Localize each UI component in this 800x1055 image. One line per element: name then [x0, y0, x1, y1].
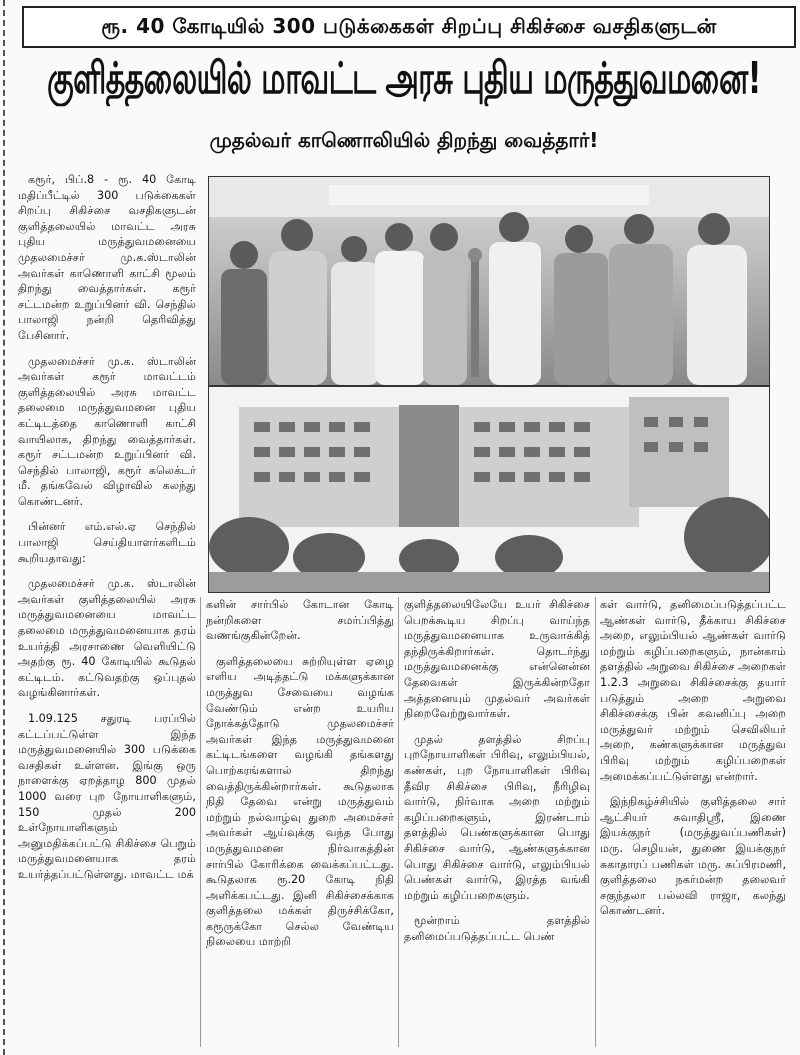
kicker-text: ரூ. 40 கோடியில் 300 படுக்கைகள் சிறப்பு சிகிச்சை வசதிகளுடன்: [101, 13, 717, 38]
column-divider: [200, 597, 201, 1047]
paragraph: குளித்தலையிலேயே உயர் சிகிச்சை பெறக்கூடிய சிறப்பு வாய்ந்த மருத்துவமனையாக உருவாக்கித் தந்திருக்கிறார்கள். தொடர்ந்து மருத்துவமனைக்கு என்னென்ன தேவைகள் இருக்கின்றதோ அத்தனையும் முதல்வர் அவர்கள் நிறைவேற்றுவார்கள்.: [404, 598, 590, 721]
column-divider: [398, 597, 399, 1047]
headline: குளித்தலையில் மாவட்ட அரசு புதிய மருத்துவமனை!: [47, 54, 761, 105]
paragraph: பின்னர் எம்.எல்.ஏ செந்தில் பாலாஜி செய்தியாளர்களிடம் கூறியதாவது:: [18, 520, 196, 565]
paragraph: மூன்றாம் தளத்தில் தனிமைப்படுத்தப்பட்ட பெண்: [404, 914, 590, 943]
paragraph: முதலமைச்சர் மு.க. ஸ்டாலின் அவர்கள் குளித்தலையில் அரசு மருத்துவமனையை மாவட்ட தலைமை மருத்துவமனையாக தரம் உயர்த்தி அரசாணை வெளியிட்டு அதற்கு ரூ. 40 கோடியில் கூடுதல் கட்டிடம். கட்டுவதற்கு ஒப்புதல் வழங்கினார்கள்.: [18, 577, 196, 700]
paragraph: இந்நிகழ்ச்சியில் குளித்தலை சார் ஆட்சியர் சுவாதிஸ்ரீ, இணை இயக்குநர் (மருத்துவப்பணிகள்) மரு. செழியன், துணை இயக்குநர் சுகாதாரப் பணிகள் மரு. சுப்பிரமணி, குளித்தலை நகர்மன்ற தலைவர் சகுந்தலா பல்லவி ராஜா, கலந்து கொண்டனர்.: [600, 795, 786, 918]
paragraph: கரூர், பிப்.8 - ரூ. 40 கோடி மதிப்பீட்டில் 300 படுக்கைகள் சிறப்பு சிகிச்சை வசதிகளுடன் குளித்தலையில் மாவட்ட அரசு புதிய மருத்துவமனையை முதலமைச்சர் மு.க.ஸ்டாலின் அவர்கள் காணொளி காட்சி மூலம் திறந்து வைத்தார்கள். கரூர் சட்டமன்ற உறுப்பினர் வி. செந்தில் பாலாஜி நன்றி தெரிவித்து பேசினார்.: [18, 173, 196, 342]
kicker-box: [22, 6, 796, 48]
page-cut-line: [3, 0, 5, 1055]
article-column-1: [18, 172, 196, 1052]
column-divider: [595, 597, 596, 1047]
paragraph: குளித்தலையை சுற்றியுள்ள ஏழை எளிய அடித்தட்டு மக்களுக்கான மருத்துவ சேவையை வழங்க வேண்டும் என்ற உயரிய நோக்கத்தோடு முதலமைச்சர் அவர்கள் இந்த மருத்துவமனை கட்டிடங்களை வழங்கி தங்களது பொற்கரங்களால் திறந்து வைத்திருக்கின்றார்கள். கூடுதலாக நிதி தேவை என்று மருத்துவம் மற்றும் நல்வாழ்வு துறை அமைச்சர் அவர்கள் ஆய்வுக்கு வந்த போது மருத்துவமனை நிர்வாகத்தின் சார்பில் கோரிக்கை வைக்கப்பட்டது. கூடுதலாக ரூ.20 கோடி நிதி அளிக்கபட்டது. இனி சிகிச்சைக்காக குளித்தலை மக்கள் திருச்சிக்கோ, கரூருக்கோ செல்ல வேண்டிய நிலையை மாற்றி: [206, 654, 394, 949]
article-column-2: [206, 597, 394, 1052]
subheadline: முதல்வர் காணொலியில் திறந்து வைத்தார்!: [209, 128, 599, 152]
paragraph: முதல் தளத்தில் சிறப்பு புறநோயாளிகள் பிரிவு, எலும்பியல், கண்கள், புற நோயாளிகள் பிரிவு தீவிர சிகிச்சை பிரிவு, நீரிழிவு வார்டு, நிர்வாக அறை மற்றும் கழிப்பறைகளும், இரண்டாம் தளத்தில் பெண்களுக்கான பொது சிகிச்சை வார்டு, ஆண்களுக்கான பொது சிகிச்சை வார்டு, எலும்பியல் பெண்கள் வார்டு, இரத்த வங்கி மற்றும் கழிப்பறைகளும்.: [404, 732, 590, 902]
paragraph: 1.09.125 சதுரடி பரப்பில் கட்டப்பட்டுள்ள இந்த மருத்துவமனையில் 300 படுக்கை வசதிகள் உள்ளன. இங்கு ஒரு நாளைக்கு ஏறத்தாழ 800 முதல் 1000 வரை புற நோயாளிகளும், 150 முதல் 200 உள்நோயாளிகளும் அனுமதிக்கப்பட்டு சிகிச்சை பெறும் மருத்துவமனையாக தரம் உயர்த்தப்பட்டுள்ளது. மாவட்ட மக்: [18, 712, 196, 881]
photo-inauguration-ceremony: [208, 176, 770, 386]
article-column-3: [404, 597, 590, 1052]
paragraph: கள் வார்டு, தனிமைப்படுத்தப்பட்ட ஆண்கள் வார்டு, தீக்காய சிகிச்சை அறை, எலும்பியல் ஆண்கள் வார்டு மற்றும் கழிப்பறைகளும், நான்காம் தளத்தில் அறுவை சிகிச்சை அறைகள் 1.2.3 அறுவை சிகிச்சைக்கு தயார் படுத்தும் அறை அறுவை சிகிச்சைக்கு பின் கவனிப்பு அறை மருத்துவர் மற்றும் செவிலியர் அறை, கண்களுக்கான மருத்துவ பிரிவு மற்றும் கழிப்பறைகள் அமைக்கப்பட்டுள்ளது என்றார்.: [600, 598, 786, 783]
paragraph: முதலமைச்சர் மு.க. ஸ்டாலின் அவர்கள் கரூர் மாவட்டம் குளித்தலையில் அரசு மாவட்ட தலைமை மருத்துவமனை புதிய கட்டிடத்தை காணொளி காட்சி வாயிலாக, திறந்து வைத்தார்கள். கரூர் சட்டமன்ற உறுப்பினர் வி. செந்தில் பாலாஜி, கரூர் கலெக்டர் மீ. தங்கவேல் விழாவில் கலந்து கொண்டனர்.: [18, 354, 196, 508]
paragraph: களின் சார்பில் கோடான கோடி நன்றிகளை சமர்ப்பித்து வணங்குகின்றேன்.: [206, 598, 394, 643]
article-column-4: [600, 597, 786, 1052]
photo-hospital-building: [208, 386, 770, 593]
